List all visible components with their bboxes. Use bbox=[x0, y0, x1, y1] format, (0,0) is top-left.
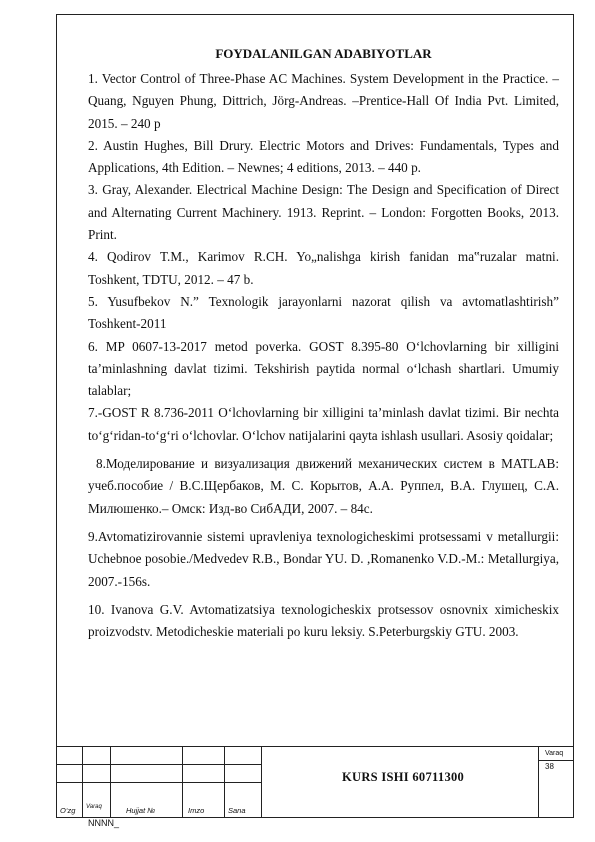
reference-1: 1. Vector Control of Three-Phase AC Machines. System Development in the Practice. – Quang, Nguyen Phung, Dittrich, Jörg-Andreas. –Prentice-Hall Of India Pvt. Limited, 2015. – 240 p bbox=[88, 71, 559, 131]
reference-6: 6. MP 0607-13-2017 metod poverka. GOST 8.395-80 O‘lchovlarning bir xilligini ta’minlashning davlat tizimi. Tekshirish paytida normal o‘lchash shartlari. Umumiy talablar; bbox=[88, 338, 559, 399]
title-block-stamp bbox=[56, 746, 574, 818]
hujjat-label: Hujjat № bbox=[126, 806, 156, 815]
reference-3: 3. Gray, Alexander. Electrical Machine Design: The Design and Specification of Direct and Alternating Current Machinery. 1913. Reprint. – London: Forgotten Books, 2013. Print. bbox=[88, 182, 559, 243]
stamp-row-line-2 bbox=[56, 782, 261, 783]
stamp-col-line-2 bbox=[110, 746, 111, 818]
stamp-col-line-3 bbox=[182, 746, 183, 818]
varaq-label: Varaq bbox=[545, 750, 564, 757]
stamp-col-line-6 bbox=[538, 746, 539, 818]
reference-10: 10. Ivanova G.V. Avtomatizatsiya texnologicheskix protsessov osnovnix ximicheskix proizvodstv. Metodicheskie materiali po kuru leksiy. S.Peterburgskiy GTU. 2003. bbox=[88, 601, 559, 640]
varaq-col-label: Varaq bbox=[86, 804, 102, 810]
stamp-col-line-5 bbox=[261, 746, 262, 818]
reference-5: 5. Yusufbekov N.” Texnologik jarayonlarni nazorat qilish va avtomatlashtirish” Toshkent-2011 bbox=[88, 293, 559, 332]
document-body bbox=[88, 42, 559, 643]
stamp-col-line-4 bbox=[224, 746, 225, 818]
course-work-code: KURS ISHI 60711300 bbox=[342, 770, 465, 784]
footer-code: NNNN_ bbox=[88, 818, 120, 828]
sana-label: Sana bbox=[228, 806, 246, 815]
stamp-top-line bbox=[56, 746, 574, 747]
page-number: 38 bbox=[545, 762, 554, 771]
reference-2: 2. Austin Hughes, Bill Drury. Electric Motors and Drives: Fundamentals, Types and Applications, 4th Edition. – Newnes; 4 editions, 2013. – 440 p. bbox=[88, 137, 559, 176]
page-title: FOYDALANILGAN ADABIYOTLAR bbox=[215, 46, 432, 61]
reference-8: 8.Моделирование и визуализация движений механических систем в MATLAB: учеб.пособие / В.С.Щербаков, М. С. Корытов, А.А. Руппел, В.А. Глушец, С.А. Милюшенко.– Омск: Изд-во СибАДИ, 2007. – 84с. bbox=[88, 456, 559, 516]
reference-9: 9.Avtomatizirovannie sistemi upravleniya texnologicheskimi protsessami v metallurgii: Uchebnoe posobie./Medvedev R.B., Bondar YU. D. ,Romanenko V.D.-M.: Metallurgiya, 2007.-156s. bbox=[88, 528, 559, 589]
imzo-label: Imzo bbox=[188, 806, 205, 815]
stamp-varaq-line bbox=[538, 760, 574, 761]
reference-7: 7.-GOST R 8.736-2011 O‘lchovlarning bir xilligini ta’minlash davlat tizimi. Bir nechta to‘g‘ridan-to‘g‘ri o‘lchovlar. O‘lchov natijalarini qayta ishlash usullari. Asosiy qoidalar; bbox=[88, 405, 559, 443]
reference-4: 4. Qodirov T.M., Karimov R.CH. Yo„nalishga kirish fanidan ma‟ruzalar matni. Toshkent, TDTU, 2012. – 47 b. bbox=[88, 249, 559, 287]
stamp-col-line-1 bbox=[82, 746, 83, 818]
ozg-label: O‘zg bbox=[60, 806, 76, 815]
stamp-row-line-1 bbox=[56, 764, 261, 765]
